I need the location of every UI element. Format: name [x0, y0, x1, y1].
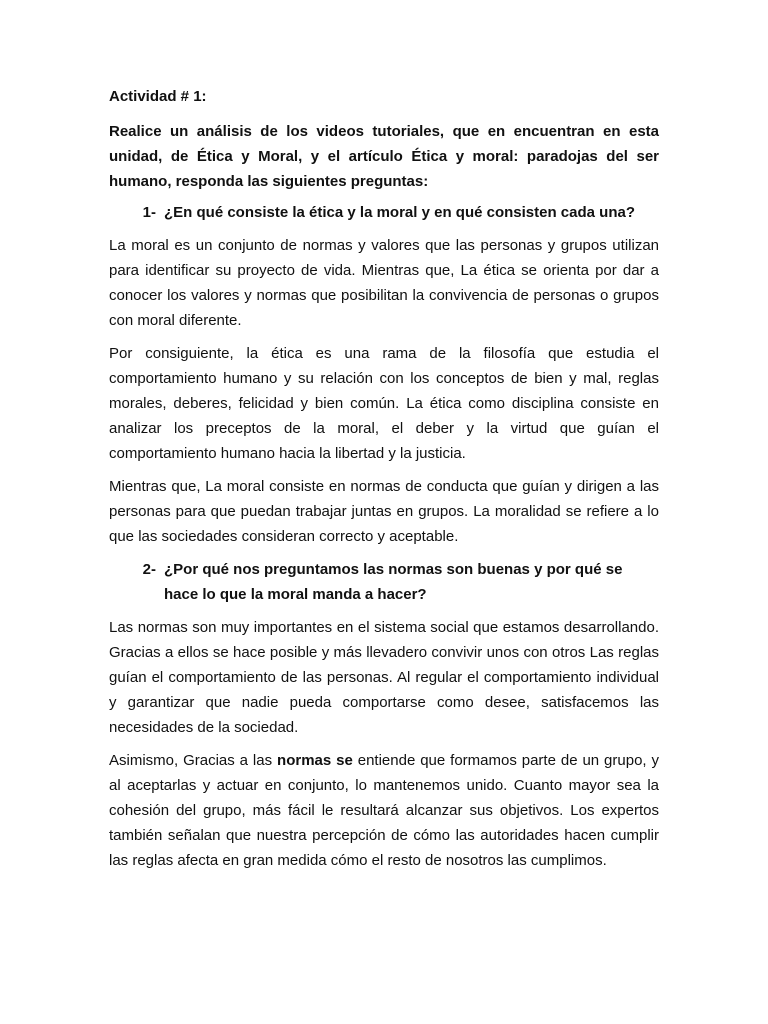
document-page: [109, 84, 659, 881]
activity-instructions: Realice un análisis de los videos tutoriales, que en encuentran en esta unidad, de Ética y Moral, y el artículo Ética y moral: paradojas del ser humano, responda las siguientes preguntas:: [109, 123, 659, 190]
answer-2-paragraph-2: [109, 748, 659, 873]
answer-1-paragraph-3: Mientras que, La moral consiste en normas de conducta que guían y dirigen a las personas para que puedan trabajar juntas en grupos. La moralidad se refiere a lo que las sociedades consideran correcto y aceptable.: [109, 478, 659, 545]
question-number: 2-: [142, 561, 156, 578]
answer-2-paragraph-1: Las normas son muy importantes en el sistema social que estamos desarrollando. Gracias a ellos se hace posible y más llevadero convivir unos con otros Las reglas guían el comportamiento de las personas. Al regular el comportamiento individual y garantizar que nadie pueda comportarse como desee, satisfacemos las necesidades de la sociedad.: [109, 619, 659, 736]
answer-1-paragraph-2: Por consiguiente, la ética es una rama de la filosofía que estudia el comportamiento humano y su relación con los conceptos de bien y mal, reglas morales, deberes, felicidad y bien común. La ética como disciplina consiste en analizar los preceptos de la moral, el deber y la virtud que guían el comportamiento humano hacia la libertad y la justicia.: [109, 345, 659, 462]
question-text: ¿Por qué nos preguntamos las normas son buenas y por qué se hace lo que la moral manda a hacer?: [164, 561, 623, 603]
question-1: [109, 200, 659, 225]
paragraph-text-end: entiende que formamos parte de un grupo, y al aceptarlas y actuar en conjunto, lo mantenemos unido. Cuanto mayor sea la cohesión del grupo, más fácil le resultará alcanzar sus objetivos. Los expertos también señalan que nuestra percepción de cómo las autoridades hacen cumplir las reglas afecta en gran medida cómo el resto de nosotros las cumplimos.: [109, 752, 659, 869]
emphasized-text: normas se: [277, 752, 353, 769]
answer-1-paragraph-1: La moral es un conjunto de normas y valores que las personas y grupos utilizan para identificar su proyecto de vida. Mientras que, La ética se orienta por dar a conocer los valores y normas que posibilitan la convivencia de personas o grupos con moral diferente.: [109, 237, 659, 329]
question-number: 1-: [142, 204, 156, 221]
activity-heading: Actividad # 1:: [109, 88, 207, 105]
question-2: [109, 557, 659, 607]
paragraph-text-start: Asimismo, Gracias a las: [109, 752, 278, 769]
question-text: ¿En qué consiste la ética y la moral y en qué consisten cada una?: [164, 204, 635, 221]
